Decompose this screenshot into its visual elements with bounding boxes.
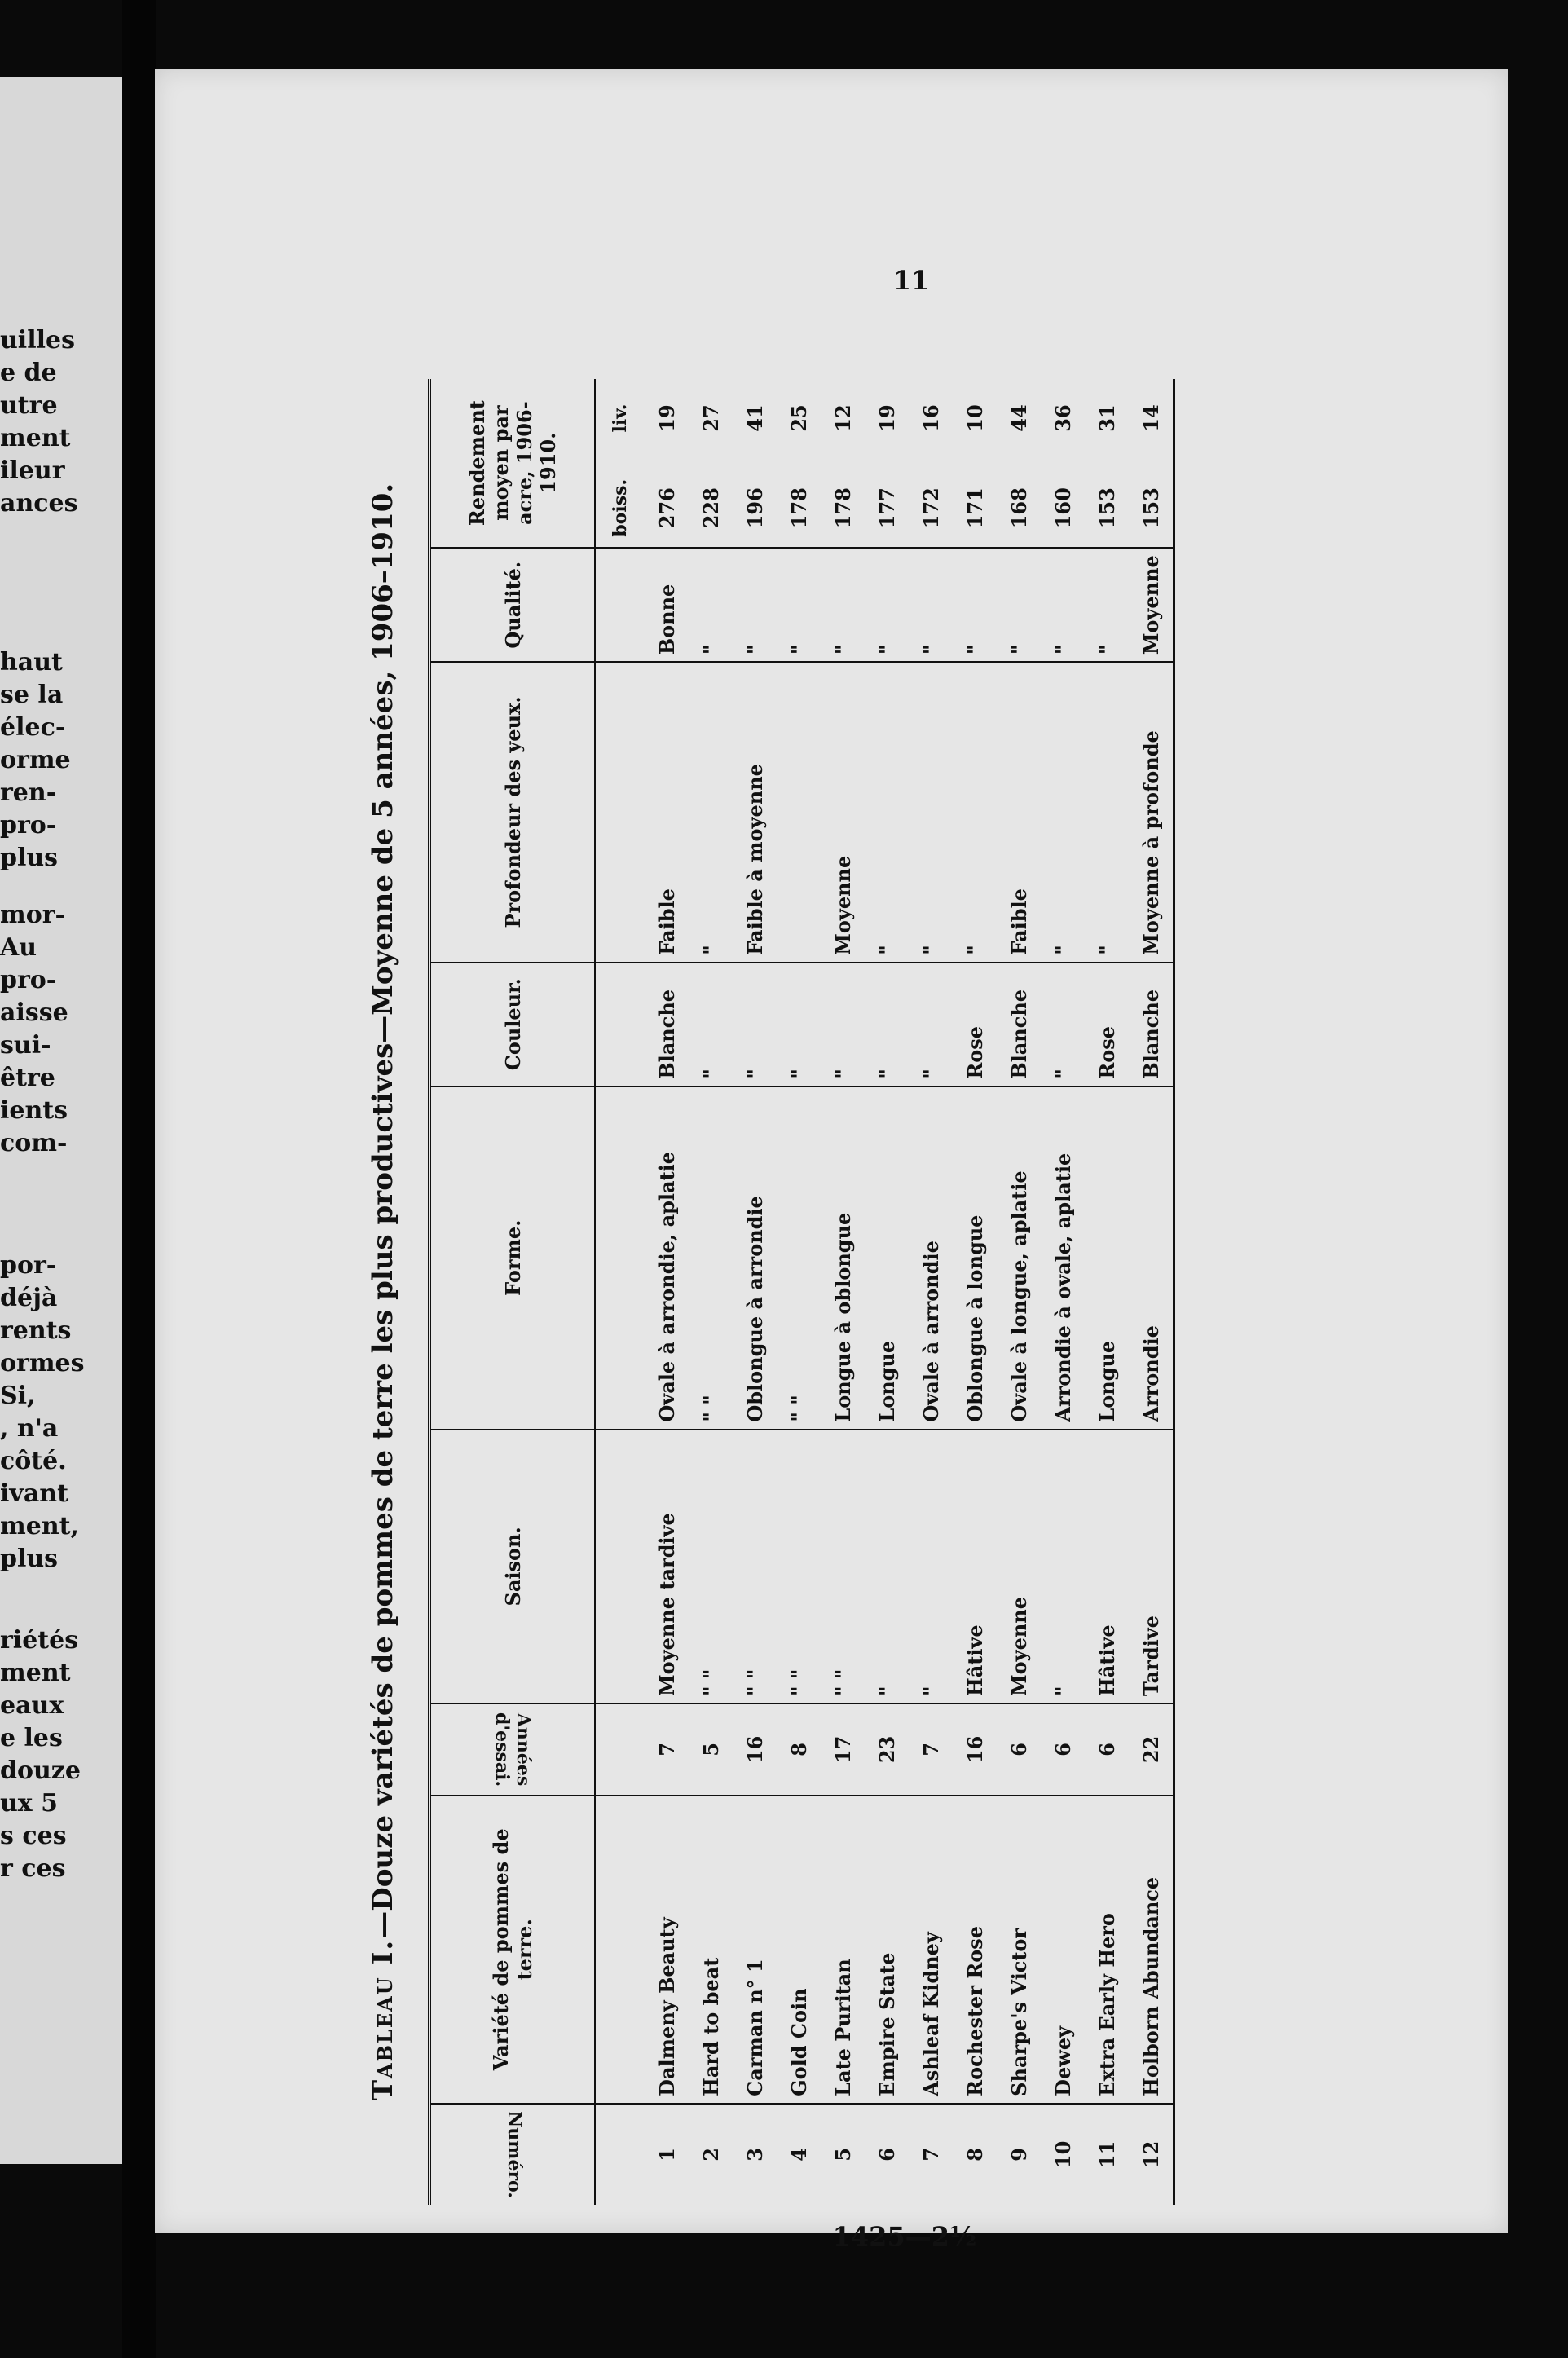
table-title-text: —Douze variétés de pommes de terre les plus productives—Moyenne de 5 années, 1906–1910. [367, 483, 399, 1939]
cell-rendement [777, 379, 821, 548]
header-forme: Forme. [429, 1086, 595, 1430]
cell-numero: 4 [777, 2104, 821, 2205]
book-spine [122, 0, 156, 2358]
previous-page-line: se la [0, 681, 64, 709]
cell-profondeur: " [909, 662, 953, 963]
cell-variete: Sharpe's Victor [997, 1796, 1041, 2104]
previous-page-line: sui- [0, 1031, 51, 1060]
cell-numero: 12 [1129, 2104, 1174, 2205]
cell-qualite: " [1085, 548, 1129, 662]
previous-page-line: ients [0, 1096, 68, 1125]
header-saison: Saison. [429, 1430, 595, 1703]
previous-page-line: élec- [0, 713, 66, 742]
cell-variete: Dalmeny Beauty [645, 1796, 689, 2104]
cell-saison: Tardive [1129, 1430, 1174, 1703]
previous-page-line: rents [0, 1316, 72, 1345]
previous-page-line: utre [0, 391, 58, 420]
cell-rendement [689, 379, 733, 548]
cell-livres: 44 [1006, 404, 1031, 432]
cell-annees: 22 [1129, 1703, 1174, 1796]
cell-annees: 16 [733, 1703, 777, 1796]
cell-profondeur: Faible [997, 662, 1041, 963]
cell-livres: 31 [1095, 404, 1119, 432]
cell-boisseaux: 178 [830, 487, 855, 529]
cell-boisseaux: 168 [1006, 487, 1031, 529]
previous-page-line: ivant [0, 1479, 68, 1508]
cell-livres: 27 [698, 404, 723, 432]
cell-profondeur: " [865, 662, 909, 963]
previous-page-line: uilles [0, 326, 75, 355]
header-couleur: Couleur. [429, 963, 595, 1086]
unit-livres: liv. [610, 403, 631, 433]
header-numero: Numéro. [429, 2104, 595, 2205]
cell-numero: 11 [1085, 2104, 1129, 2205]
cell-boisseaux: 153 [1095, 487, 1119, 529]
cell-qualite: " [821, 548, 865, 662]
cell-variete: Carman n° 1 [733, 1796, 777, 2104]
table-row [865, 379, 909, 2205]
cell-couleur: Blanche [1129, 963, 1174, 1086]
cell-annees: 17 [821, 1703, 865, 1796]
cell-numero: 6 [865, 2104, 909, 2205]
cell-forme: " " [689, 1086, 733, 1430]
cell-boisseaux: 160 [1050, 487, 1075, 529]
table-row [909, 379, 953, 2205]
previous-page-line: ment [0, 424, 71, 452]
cell-couleur: Blanche [997, 963, 1041, 1086]
potato-varieties-table [428, 379, 1175, 2205]
cell-variete: Hard to beat [689, 1796, 733, 2104]
table-header-row [429, 379, 595, 2205]
previous-page-line: riétés [0, 1626, 79, 1655]
previous-page-line: plus [0, 1545, 59, 1573]
cell-saison: Moyenne [997, 1430, 1041, 1703]
cell-qualite: Bonne [645, 548, 689, 662]
cell-rendement [1129, 379, 1174, 548]
cell-livres: 41 [742, 404, 767, 432]
cell-livres: 19 [874, 404, 899, 432]
cell-profondeur: Moyenne à profonde [1129, 662, 1174, 963]
cell-qualite: " [1041, 548, 1085, 662]
cell-annees: 6 [997, 1703, 1041, 1796]
cell-numero: 8 [953, 2104, 997, 2205]
table-row [1041, 379, 1085, 2205]
cell-couleur: Rose [1085, 963, 1129, 1086]
previous-page-line: Si, [0, 1382, 36, 1410]
cell-forme: Oblongue à arrondie [733, 1086, 777, 1430]
cell-profondeur [777, 662, 821, 963]
cell-variete: Empire State [865, 1796, 909, 2104]
cell-rendement [733, 379, 777, 548]
cell-forme: Longue [865, 1086, 909, 1430]
previous-page-line: ormes [0, 1349, 85, 1377]
cell-numero: 2 [689, 2104, 733, 2205]
cell-rendement [645, 379, 689, 548]
cell-livres: 16 [918, 404, 943, 432]
header-annees: Années d'essai. [429, 1703, 595, 1796]
previous-page-line: ances [0, 489, 78, 518]
cell-rendement [909, 379, 953, 548]
previous-page-line: être [0, 1064, 55, 1092]
cell-variete: Holborn Abundance [1129, 1796, 1174, 2104]
cell-rendement [1085, 379, 1129, 548]
cell-profondeur: " [1085, 662, 1129, 963]
cell-qualite: " [865, 548, 909, 662]
previous-page-edge [0, 77, 122, 2164]
previous-page-line: com- [0, 1129, 68, 1157]
cell-forme: Oblongue à longue [953, 1086, 997, 1430]
header-qualite: Qualité. [429, 548, 595, 662]
previous-page-line: plus [0, 844, 59, 872]
table-row [777, 379, 821, 2205]
cell-saison: Hâtive [1085, 1430, 1129, 1703]
previous-page-line: e de [0, 359, 57, 387]
cell-couleur: " [821, 963, 865, 1086]
cell-forme: Arrondie à ovale, aplatie [1041, 1086, 1085, 1430]
cell-numero: 5 [821, 2104, 865, 2205]
document-page [155, 69, 1508, 2252]
cell-couleur: " [733, 963, 777, 1086]
cell-livres: 36 [1050, 404, 1075, 432]
cell-qualite: Moyenne [1129, 548, 1174, 662]
previous-page-line: ren- [0, 778, 57, 807]
cell-couleur: " [689, 963, 733, 1086]
table-row [645, 379, 689, 2205]
header-rendement: Rendement moyen par acre, 1906-1910. [429, 379, 595, 548]
cell-rendement [865, 379, 909, 548]
cell-forme: Arrondie [1129, 1086, 1174, 1430]
cell-profondeur: " [689, 662, 733, 963]
table-title-prefix: Tableau I. [367, 1938, 399, 2101]
units-row [595, 379, 645, 2205]
cell-variete: Extra Early Hero [1085, 1796, 1129, 2104]
cell-boisseaux: 172 [918, 487, 943, 529]
cell-couleur: Blanche [645, 963, 689, 1086]
cell-forme: Ovale à longue, aplatie [997, 1086, 1041, 1430]
cell-livres: 25 [786, 404, 811, 432]
footer-signature-code: 1425—2½ [832, 2221, 977, 2252]
previous-page-line: por- [0, 1251, 57, 1280]
unit-boisseaux: boiss. [610, 478, 631, 537]
previous-page-line: orme [0, 746, 71, 774]
previous-page-line: ment [0, 1659, 71, 1687]
cell-boisseaux: 177 [874, 487, 899, 529]
cell-numero: 3 [733, 2104, 777, 2205]
table-row [821, 379, 865, 2205]
table-row [953, 379, 997, 2205]
table-title [355, 379, 412, 2205]
previous-page-line: r ces [0, 1854, 66, 1883]
cell-qualite: " [997, 548, 1041, 662]
cell-livres: 10 [962, 404, 987, 432]
cell-forme: Ovale à arrondie, aplatie [645, 1086, 689, 1430]
table-row [1085, 379, 1129, 2205]
cell-annees: 7 [909, 1703, 953, 1796]
cell-variete: Ashleaf Kidney [909, 1796, 953, 2104]
cell-forme: " " [777, 1086, 821, 1430]
cell-saison: " " [733, 1430, 777, 1703]
cell-profondeur: Moyenne [821, 662, 865, 963]
previous-page-line: côté. [0, 1447, 67, 1475]
previous-page-line: ment, [0, 1512, 79, 1540]
cell-annees: 5 [689, 1703, 733, 1796]
previous-page-line: Au [0, 933, 37, 962]
cell-saison: " " [689, 1430, 733, 1703]
cell-variete: Dewey [1041, 1796, 1085, 2104]
rotated-table-block [355, 379, 1251, 2205]
previous-page-line: s ces [0, 1822, 67, 1850]
table-row [689, 379, 733, 2205]
cell-forme: Longue à oblongue [821, 1086, 865, 1430]
previous-page-line: pro- [0, 811, 57, 840]
cell-saison: " [909, 1430, 953, 1703]
cell-annees: 16 [953, 1703, 997, 1796]
cell-profondeur: Faible à moyenne [733, 662, 777, 963]
cell-boisseaux: 276 [654, 487, 679, 529]
previous-page-line: ileur [0, 456, 65, 485]
table-row [997, 379, 1041, 2205]
cell-annees: 23 [865, 1703, 909, 1796]
cell-forme: Ovale à arrondie [909, 1086, 953, 1430]
previous-page-line: pro- [0, 966, 57, 994]
cell-couleur: " [1041, 963, 1085, 1086]
cell-boisseaux: 196 [742, 487, 767, 529]
previous-page-line: eaux [0, 1691, 64, 1720]
cell-variete: Late Puritan [821, 1796, 865, 2104]
cell-livres: 12 [830, 404, 855, 432]
cell-livres: 19 [654, 404, 679, 432]
previous-page-line: aisse [0, 998, 68, 1027]
cell-couleur: Rose [953, 963, 997, 1086]
cell-numero: 7 [909, 2104, 953, 2205]
cell-boisseaux: 178 [786, 487, 811, 529]
cell-couleur: " [865, 963, 909, 1086]
previous-page-line: e les [0, 1724, 63, 1752]
cell-annees: 8 [777, 1703, 821, 1796]
cell-saison: " [865, 1430, 909, 1703]
cell-saison: Hâtive [953, 1430, 997, 1703]
table-row [1129, 379, 1174, 2205]
cell-livres: 14 [1139, 404, 1163, 432]
cell-saison: Moyenne tardive [645, 1430, 689, 1703]
cell-profondeur: " [1041, 662, 1085, 963]
table-row [733, 379, 777, 2205]
cell-qualite: " [733, 548, 777, 662]
cell-annees: 7 [645, 1703, 689, 1796]
cell-boisseaux: 171 [962, 487, 987, 529]
cell-saison: " [1041, 1430, 1085, 1703]
cell-numero: 9 [997, 2104, 1041, 2205]
page-number: 11 [892, 265, 930, 296]
previous-page-line: haut [0, 648, 63, 677]
previous-page-line: mor- [0, 901, 66, 929]
previous-page-line: douze [0, 1756, 81, 1785]
header-variete: Variété de pommes de terre. [429, 1796, 595, 2104]
cell-saison: " " [821, 1430, 865, 1703]
cell-numero: 10 [1041, 2104, 1085, 2205]
cell-annees: 6 [1085, 1703, 1129, 1796]
cell-annees: 6 [1041, 1703, 1085, 1796]
cell-qualite: " [953, 548, 997, 662]
cell-rendement [997, 379, 1041, 548]
cell-qualite: " [689, 548, 733, 662]
previous-page-line: ux 5 [0, 1789, 59, 1818]
cell-boisseaux: 153 [1139, 487, 1163, 529]
cell-forme: Longue [1085, 1086, 1129, 1430]
cell-variete: Gold Coin [777, 1796, 821, 2104]
cell-variete: Rochester Rose [953, 1796, 997, 2104]
cell-profondeur: Faible [645, 662, 689, 963]
cell-saison: " " [777, 1430, 821, 1703]
cell-rendement [821, 379, 865, 548]
header-profondeur: Profondeur des yeux. [429, 662, 595, 963]
cell-numero: 1 [645, 2104, 689, 2205]
previous-page-line: déjà [0, 1284, 58, 1312]
previous-page-line: , n'a [0, 1414, 59, 1443]
cell-rendement [1041, 379, 1085, 548]
cell-qualite: " [909, 548, 953, 662]
cell-qualite: " [777, 548, 821, 662]
cell-boisseaux: 228 [698, 487, 723, 529]
cell-profondeur: " [953, 662, 997, 963]
cell-couleur: " [909, 963, 953, 1086]
cell-rendement [953, 379, 997, 548]
cell-couleur: " [777, 963, 821, 1086]
